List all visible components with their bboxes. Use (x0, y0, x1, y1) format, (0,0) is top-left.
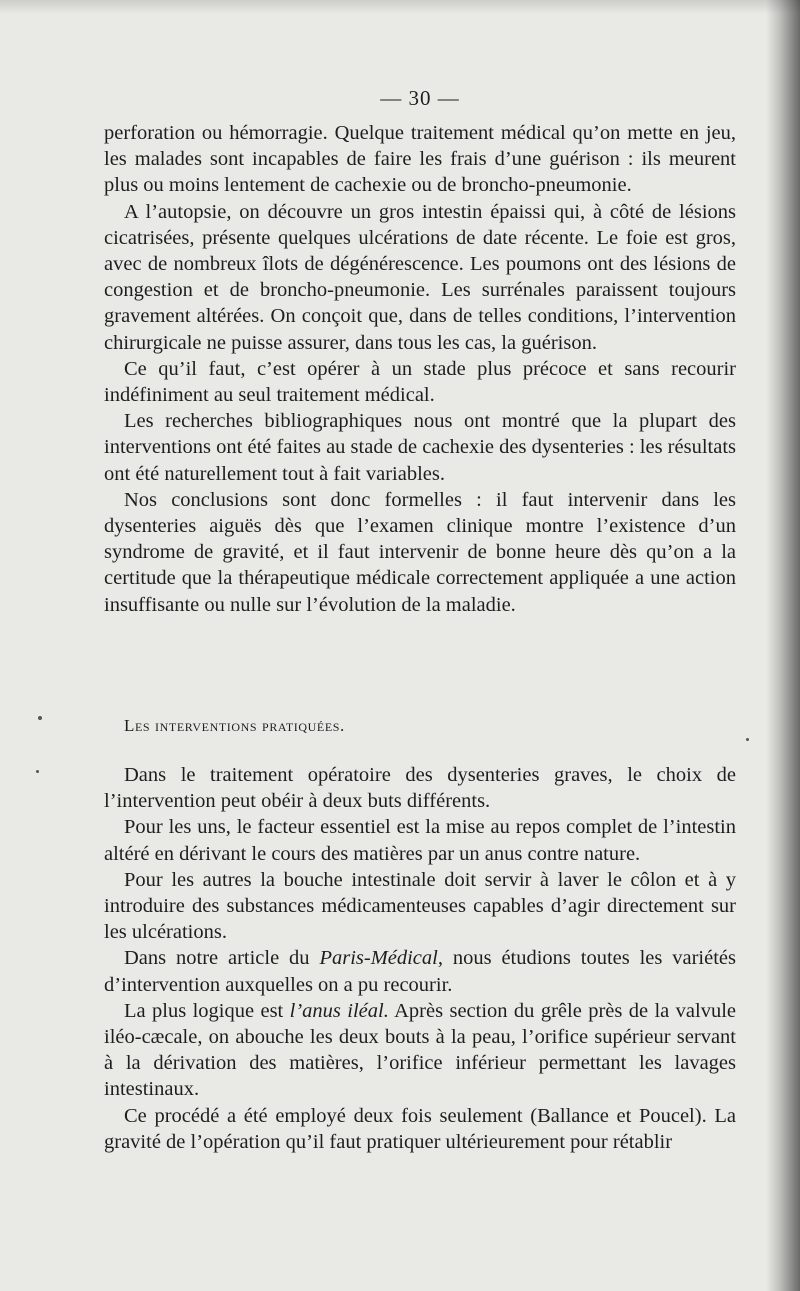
section-heading: Les interventions pratiquées. (124, 716, 345, 735)
body-text-section-two (104, 762, 736, 1155)
paragraph: Ce procédé a été employé deux fois seulement (Ballance et Poucel). La gravité de l’opération qu’il faut pratiquer ultérieurement pour rétablir (104, 1104, 736, 1153)
scan-top-shadow (0, 0, 800, 14)
paragraph: Ce qu’il faut, c’est opérer à un stade plus précoce et sans recourir indéfiniment au seul traitement médical. (104, 357, 736, 407)
body-text-section-one (104, 120, 736, 618)
paragraph: A l’autopsie, on découvre un gros intestin épaissi qui, à côté de lésions cicatrisées, présente quelques ulcérations de date récente. Le foie est gros, avec de nombreux îlots de dégénérescence. Les poumons ont des lésions de congestion et de broncho-pneumonie. Les surrénales paraissent toujours gravement altérées. On conçoit que, dans de telles conditions, l’intervention chirurgicale ne puisse assurer, dans tous les cas, la guérison. (104, 200, 736, 354)
paragraph: Dans le traitement opératoire des dysenteries graves, le choix de l’intervention peut obéir à deux buts différents. (104, 764, 736, 813)
paragraph: Pour les uns, le facteur essentiel est la mise au repos complet de l’intestin altéré en dérivant le cours des matières par un anus contre nature. (104, 816, 736, 865)
paragraph: Nos conclusions sont donc formelles : il faut intervenir dans les dysenteries aiguës dès que l’examen clinique montre l’existence d’un syndrome de gravité, et il faut intervenir de bonne heure dès qu’on a la certitude que la thérapeutique médicale correctement appliquée a une action insuffisante ou nulle sur l’évolution de la maladie. (104, 488, 736, 616)
scan-speck (36, 770, 39, 773)
paragraph: Pour les autres la bouche intestinale doit servir à laver le côlon et à y introduire des substances médicamenteuses capables d’agir directement sur les ulcérations. (104, 868, 736, 944)
emphasized-term: l’anus iléal. (289, 999, 389, 1022)
journal-title: Paris-Médical, (319, 947, 443, 970)
text-run: nous étudions toutes les variétés d’intervention auxquelles on a pu recourir. (104, 947, 736, 996)
text-run: La plus logique est (124, 999, 290, 1022)
text-run: Après section du grêle près de la valvule iléo-cæcale, on abouche les deux bouts à la peau, l’orifice supérieur servant à la dérivation des matières, l’orifice inférieur permettant les lavages intestinaux. (104, 999, 737, 1101)
paragraph (104, 945, 736, 997)
scan-edge-shadow (766, 0, 800, 1291)
scan-speck (746, 738, 749, 741)
text-run: Dans notre article du (124, 947, 320, 970)
page-number: — 30 — (380, 86, 460, 110)
paragraph (104, 998, 736, 1103)
paragraph: Les recherches bibliographiques nous ont montré que la plupart des interventions ont été faites au stade de cachexie des dysenteries : les résultats ont été naturellement tout à fait variables. (104, 410, 736, 485)
scan-speck (38, 716, 42, 720)
paragraph: perforation ou hémorragie. Quelque traitement médical qu’on mette en jeu, les malades sont incapables de faire les frais d’une guérison : ils meurent plus ou moins lentement de cachexie ou de broncho-pneumonie. (104, 122, 736, 197)
